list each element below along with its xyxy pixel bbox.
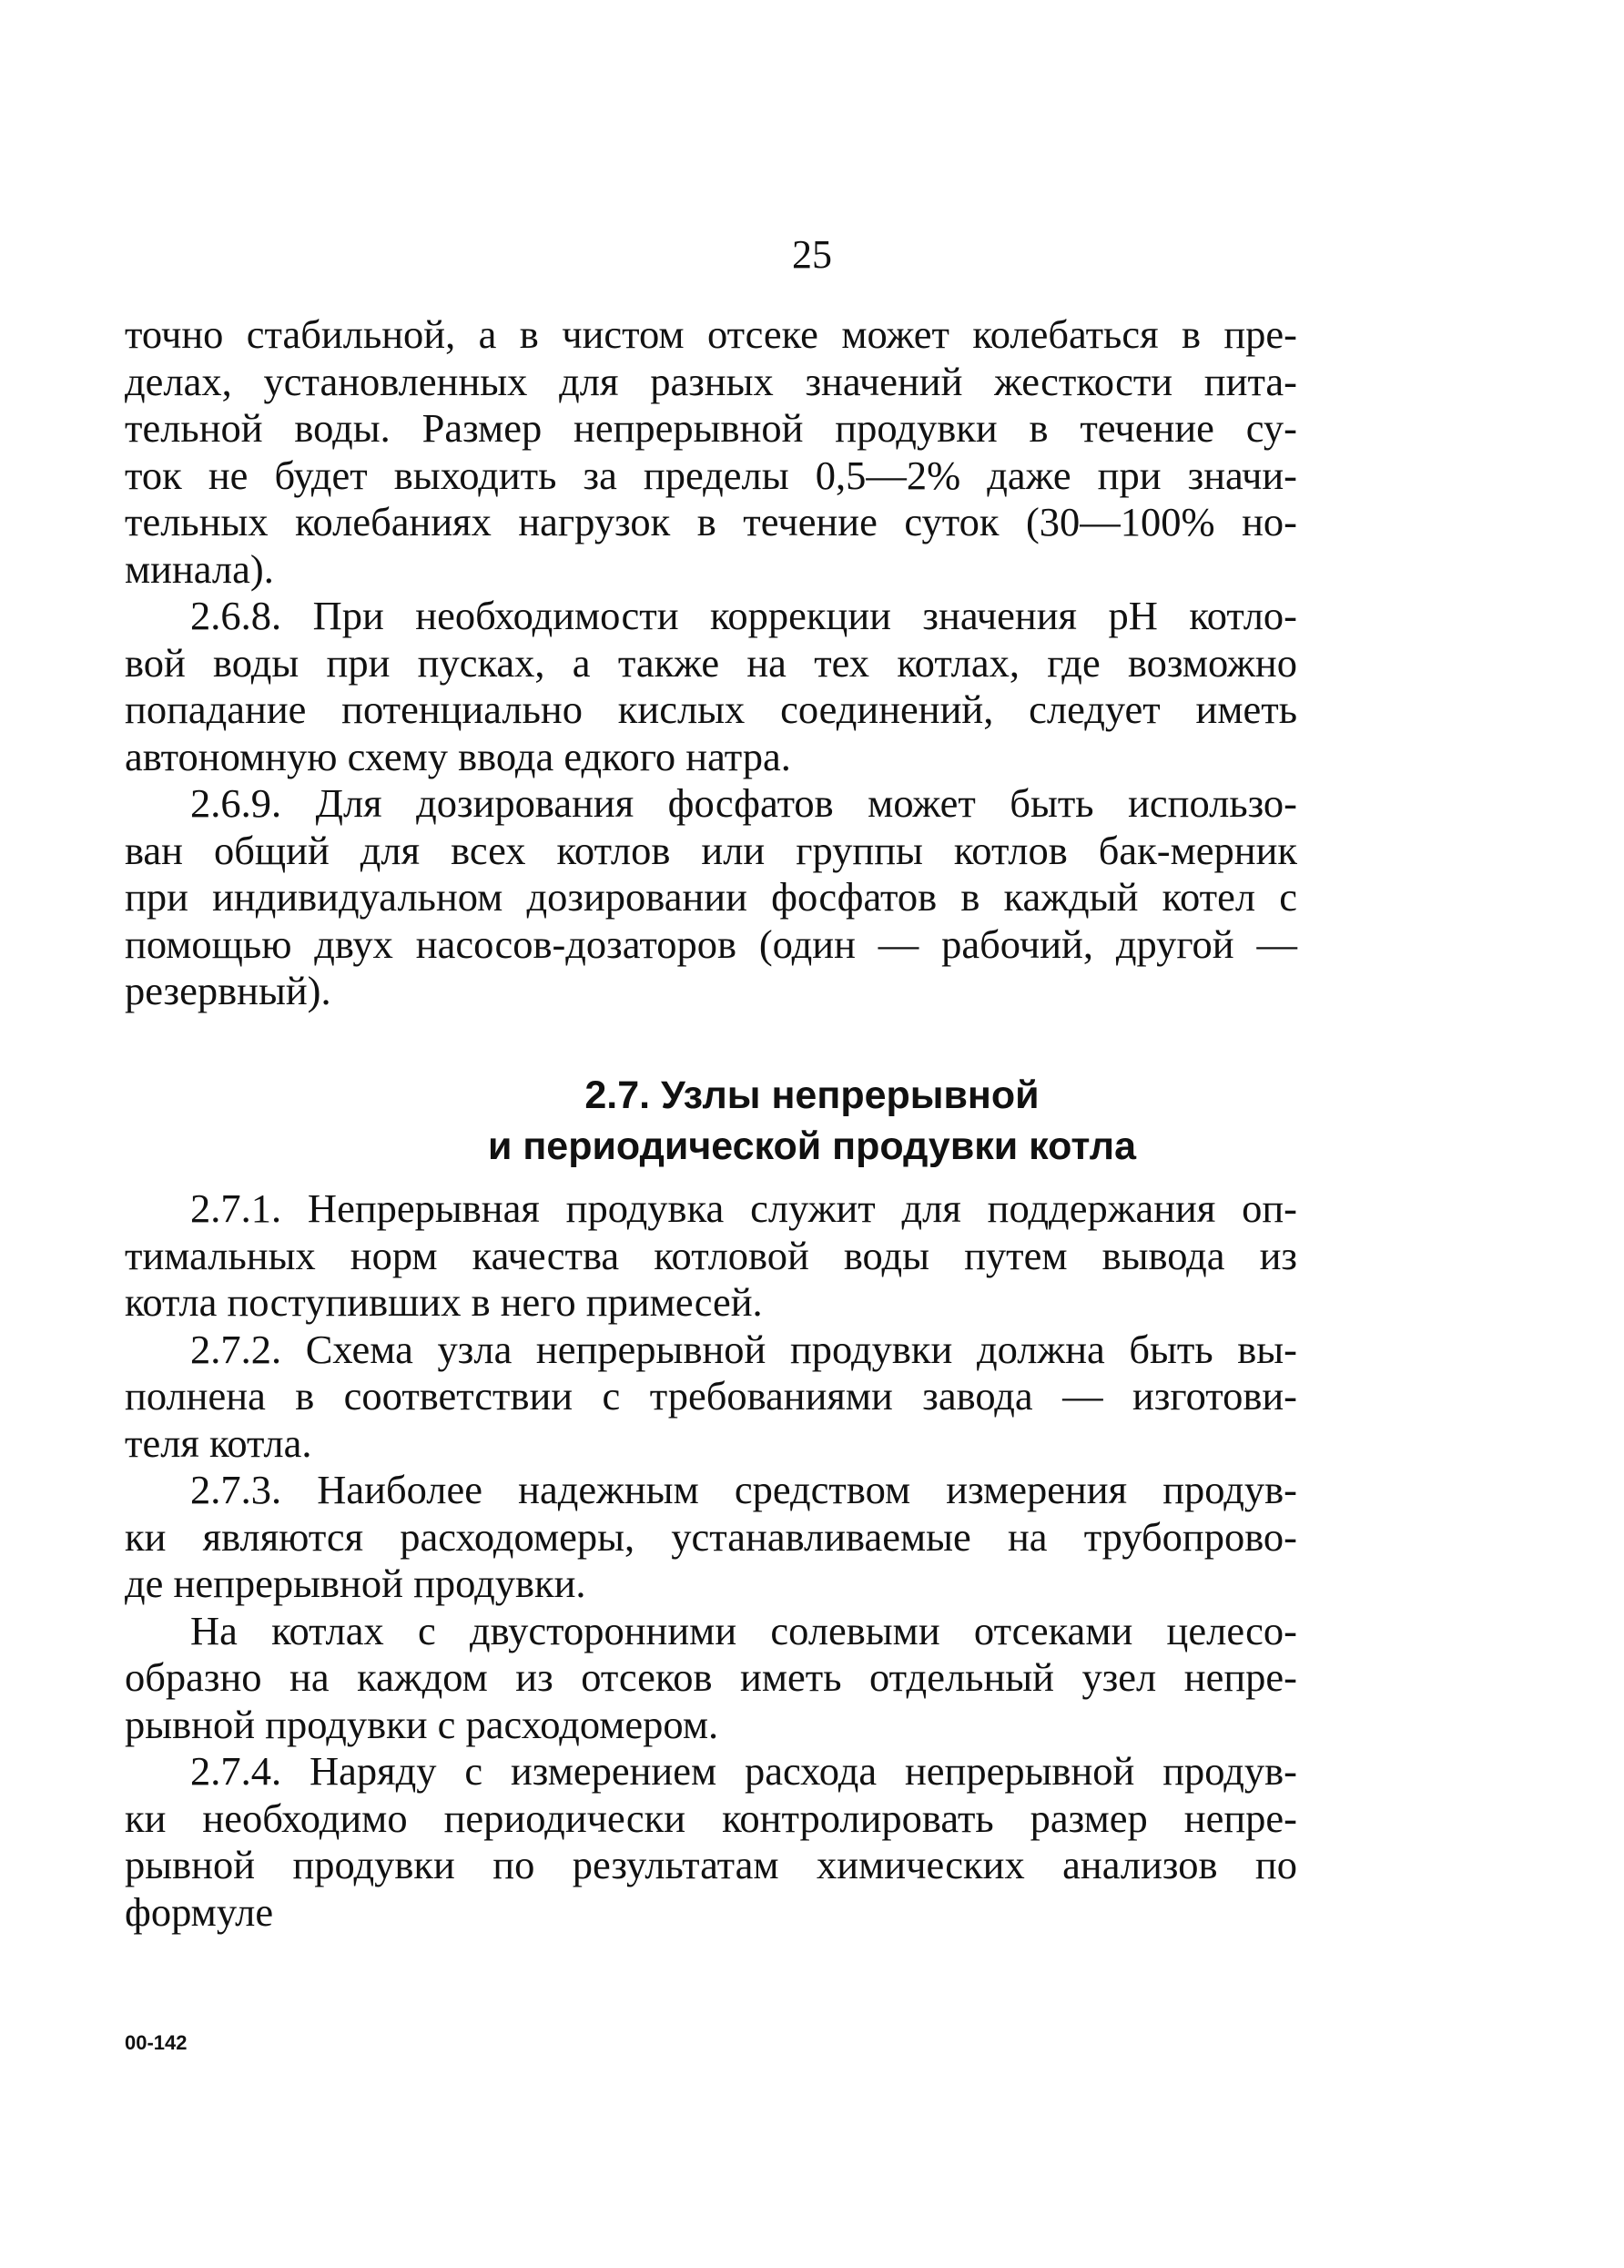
text-line: ки являются расходомеры, устанавливаемые на трубопрово- bbox=[125, 1513, 1297, 1560]
text-line: полнена в соответствии с требованиями завода — изготови- bbox=[125, 1373, 1297, 1419]
paragraph-2-7-1-line: 2.7.1. Непрерывная продувка служит для поддержания оп- bbox=[190, 1185, 1297, 1231]
text-line: при индивидуальном дозировании фосфатов в каждый котел с bbox=[125, 874, 1297, 920]
text-line: формуле bbox=[125, 1888, 274, 1935]
paragraph-2-6-9-line: 2.6.9. Для дозирования фосфатов может быть использо- bbox=[190, 780, 1297, 826]
text-line: делах, установленных для разных значений жесткости пита- bbox=[125, 358, 1297, 404]
footer-code: 00-142 bbox=[125, 2031, 188, 2054]
text-line: образно на каждом из отсеков иметь отдельный узел непре- bbox=[125, 1654, 1297, 1700]
text-line: теля котла. bbox=[125, 1419, 312, 1466]
page-number: 25 bbox=[792, 232, 832, 277]
text-line: тельной воды. Размер непрерывной продувки в течение су- bbox=[125, 405, 1297, 451]
text-line: котла поступивших в него примесей. bbox=[125, 1279, 763, 1325]
text-line: точно стабильной, а в чистом отсеке может колебаться в пре- bbox=[125, 311, 1297, 357]
text-line: ток не будет выходить за пределы 0,5—2% даже при значи- bbox=[125, 452, 1297, 498]
paragraph-2-6-8-line: 2.6.8. При необходимости коррекции значения pH котло- bbox=[190, 593, 1297, 638]
text-line: ки необходимо периодически контролировать размер непре- bbox=[125, 1795, 1297, 1841]
text-line: резервный). bbox=[125, 968, 331, 1013]
text-line: рывной продувки по результатам химических анализов по bbox=[125, 1842, 1297, 1887]
paragraph-line: На котлах с двусторонними солевыми отсеками целесо- bbox=[190, 1607, 1297, 1653]
section-heading bbox=[0, 1070, 1624, 1172]
paragraph-2-7-2-line: 2.7.2. Схема узла непрерывной продувки должна быть вы- bbox=[190, 1326, 1297, 1372]
text-line: ван общий для всех котлов или группы котлов бак-мерник bbox=[125, 827, 1297, 873]
text-line: де непрерывной продувки. bbox=[125, 1561, 586, 1606]
text-line: автономную схему ввода едкого натра. bbox=[125, 733, 791, 779]
section-heading-line-1: 2.7. Узлы непрерывной bbox=[584, 1073, 1040, 1117]
text-line: помощью двух насосов-дозаторов (один — рабочий, другой — bbox=[125, 920, 1297, 967]
text-block-section-2-7 bbox=[125, 1185, 1297, 1936]
paragraph-2-7-3-line: 2.7.3. Наиболее надежным средством измерения продув- bbox=[190, 1467, 1297, 1512]
text-line: вой воды при пусках, а также на тех котлах, где возможно bbox=[125, 639, 1297, 686]
paragraph-2-7-4-line: 2.7.4. Наряду с измерением расхода непрерывной продув- bbox=[190, 1748, 1297, 1794]
text-line: рывной продувки с расходомером. bbox=[125, 1701, 719, 1747]
text-line: тимальных норм качества котловой воды путем вывода из bbox=[125, 1232, 1297, 1278]
text-line: тельных колебаниях нагрузок в течение суток (30—100% но- bbox=[125, 499, 1297, 544]
section-heading-line-2: и периодической продувки котла bbox=[487, 1124, 1137, 1168]
text-line: минала). bbox=[125, 545, 274, 592]
text-block-continuation bbox=[125, 311, 1297, 1015]
text-line: попадание потенциально кислых соединений, следует иметь bbox=[125, 687, 1297, 732]
